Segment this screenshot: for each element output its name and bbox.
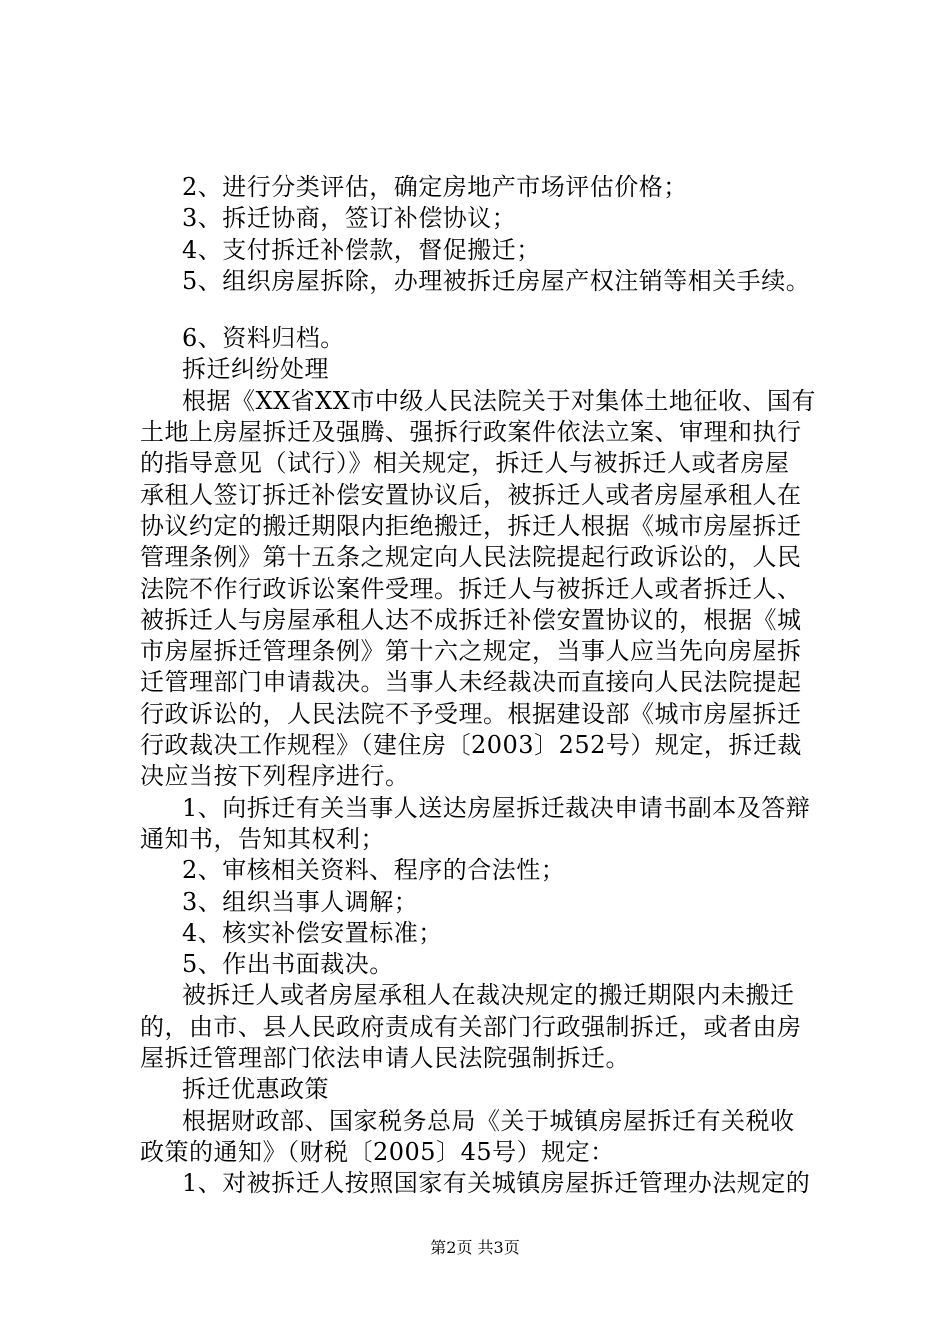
document-body bbox=[140, 172, 840, 1200]
text-line: 行政诉讼的，人民法院不予受理。根据建设部《城市房屋拆迁 bbox=[140, 699, 802, 728]
paragraph-group-steps bbox=[140, 172, 840, 297]
text-line: 5、作出书面裁决。 bbox=[182, 950, 394, 979]
paragraph-gap bbox=[140, 297, 840, 323]
text-line: 根据《XX省XX市中级人民法院关于对集体土地征收、国有 bbox=[182, 386, 816, 415]
text-line: 4、核实补偿安置标准； bbox=[182, 918, 443, 947]
text-line: 行政裁决工作规程》（建住房〔2003〕252号）规定，拆迁裁 bbox=[140, 731, 802, 760]
text-line: 的指导意见（试行）》相关规定，拆迁人与被拆迁人或者房屋 bbox=[140, 449, 790, 478]
text-line: 市房屋拆迁管理条例》第十六之规定，当事人应当先向房屋拆 bbox=[140, 637, 802, 666]
paragraph-group-disputes bbox=[140, 323, 840, 1199]
text-line: 管理条例》第十五条之规定向人民法院提起行政诉讼的，人民 bbox=[140, 543, 802, 572]
text-line: 屋拆迁管理部门依法申请人民法院强制拆迁。 bbox=[140, 1044, 630, 1073]
page-footer: 第2页 共3页 bbox=[430, 1238, 520, 1257]
text-line: 2、审核相关资料、程序的合法性； bbox=[182, 856, 566, 885]
text-line: 3、拆迁协商，签订补偿协议； bbox=[182, 204, 517, 233]
text-line: 法院不作行政诉讼案件受理。拆迁人与被拆迁人或者拆迁人、 bbox=[140, 574, 802, 603]
text-line: 根据财政部、国家税务总局《关于城镇房屋拆迁有关税收 bbox=[182, 1106, 795, 1135]
text-line: 4、支付拆迁补偿款，督促搬迁； bbox=[182, 235, 541, 264]
text-line: 5、组织房屋拆除，办理被拆迁房屋产权注销等相关手续。 bbox=[182, 266, 811, 295]
text-line: 3、组织当事人调解； bbox=[182, 887, 419, 916]
text-line: 被拆迁人或者房屋承租人在裁决规定的搬迁期限内未搬迁 bbox=[182, 981, 795, 1010]
text-line: 被拆迁人与房屋承租人达不成拆迁补偿安置协议的，根据《城 bbox=[140, 605, 802, 634]
text-line: 决应当按下列程序进行。 bbox=[140, 762, 410, 791]
text-line: 土地上房屋拆迁及强腾、强拆行政案件依法立案、审理和执行 bbox=[140, 418, 802, 447]
text-line: 1、向拆迁有关当事人送达房屋拆迁裁决申请书副本及答辩 bbox=[182, 793, 811, 822]
text-line: 2、进行分类评估，确定房地产市场评估价格； bbox=[182, 173, 688, 201]
text-line: 拆迁纠纷处理 bbox=[182, 355, 329, 384]
text-line: 1、对被拆迁人按照国家有关城镇房屋拆迁管理办法规定的 bbox=[182, 1169, 811, 1198]
text-line: 通知书，告知其权利； bbox=[140, 824, 385, 853]
text-line: 迁管理部门申请裁决。当事人未经裁决而直接向人民法院提起 bbox=[140, 668, 802, 697]
text-line: 协议约定的搬迁期限内拒绝搬迁，拆迁人根据《城市房屋拆迁 bbox=[140, 511, 802, 540]
text-line: 的，由市、县人民政府责成有关部门行政强制拆迁，或者由房 bbox=[140, 1012, 802, 1041]
text-line: 6、资料归档。 bbox=[182, 324, 345, 353]
text-line: 政策的通知》（财税〔2005〕45号）规定： bbox=[140, 1137, 615, 1166]
text-line: 承租人签订拆迁补偿安置协议后，被拆迁人或者房屋承租人在 bbox=[140, 480, 802, 509]
text-line: 拆迁优惠政策 bbox=[182, 1075, 329, 1104]
